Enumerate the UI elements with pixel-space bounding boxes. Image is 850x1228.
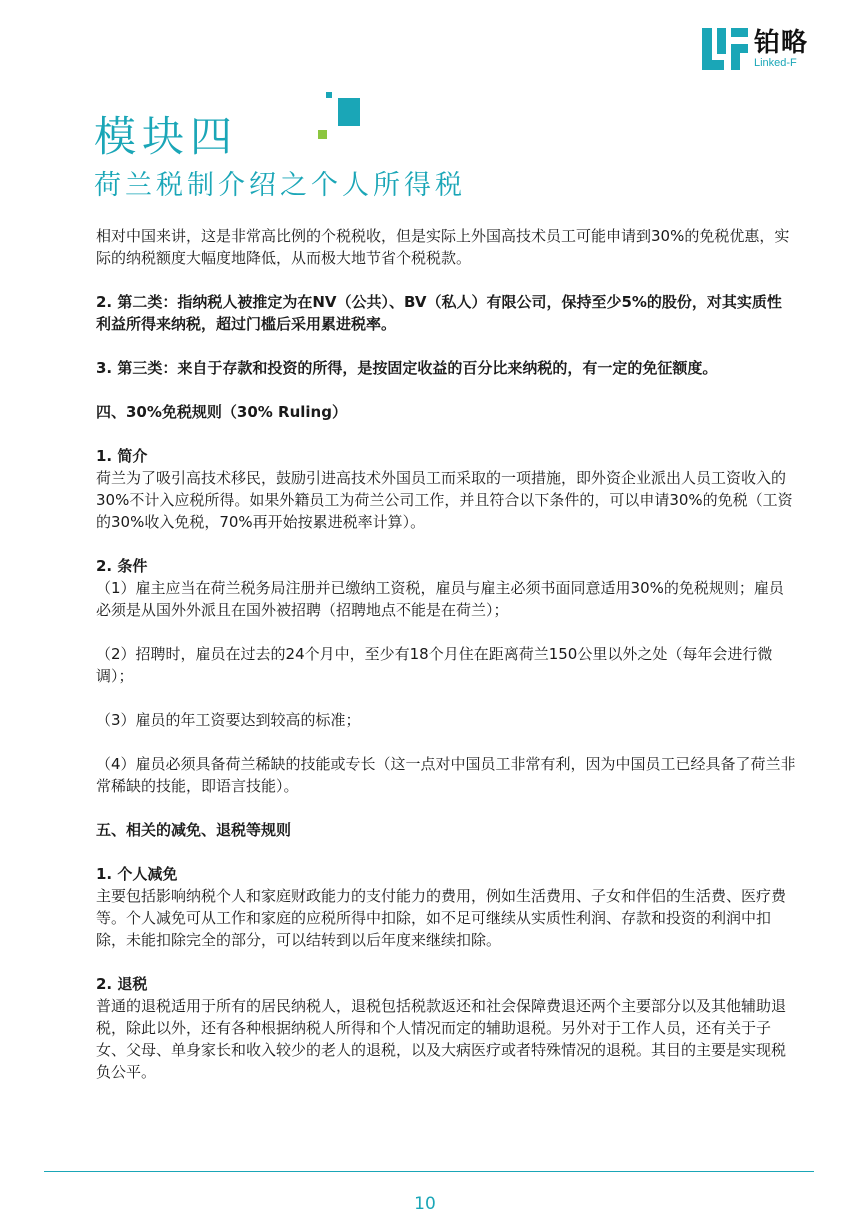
condition-3: （3）雇员的年工资要达到较高的标准； — [96, 711, 361, 729]
intro-paragraph: 相对中国来讲，这是非常高比例的个税税收，但是实际上外国高技术员工可能申请到30%的免税优惠，实际的纳税额度大幅度地降低，从而极大地节省个税税款。 — [96, 227, 790, 267]
document-body — [96, 225, 796, 1083]
logo-name-en: Linked-F — [753, 56, 797, 69]
section-5-1-heading: 1. 个人减免 — [96, 865, 178, 883]
condition-4: （4）雇员必须具备荷兰稀缺的技能或专长（这一点对中国员工非常有利，因为中国员工已经具备了荷兰非常稀缺的技能，即语言技能）。 — [96, 755, 796, 795]
category-2-paragraph: 2. 第二类：指纳税人被推定为在NV（公共）、BV（私人）有限公司，保持至少5%的股份，对其实质性利益所得来纳税，超过门槛后采用累进税率。 — [96, 293, 782, 333]
brand-logo — [702, 28, 808, 70]
section-4-1-heading: 1. 简介 — [96, 447, 148, 465]
condition-2: （2）招聘时，雇员在过去的24个月中，至少有18个月住在距离荷兰150公里以外之处（每年会进行微调）； — [96, 645, 773, 685]
section-5-2-heading: 2. 退税 — [96, 975, 148, 993]
logo-mark-icon — [702, 28, 748, 70]
condition-1: （1）雇主应当在荷兰税务局注册并已缴纳工资税，雇员与雇主必须书面同意适用30%的免税规则；雇员必须是从国外外派且在国外被招聘（招聘地点不能是在荷兰）； — [96, 579, 784, 619]
section-4-2-heading: 2. 条件 — [96, 557, 148, 575]
section-5-2-text: 普通的退税适用于所有的居民纳税人，退税包括税款返还和社会保障费退还两个主要部分以及其他辅助退税，除此以外，还有各种根据纳税人所得和个人情况而定的辅助退税。另外对于工作人员，还有关于子女、父母、单身家长和收入较少的老人的退税，以及大病医疗或者特殊情况的退税。其目的主要是实现税负公平。 — [96, 997, 787, 1081]
module-title: 模块四 — [94, 112, 239, 161]
decorative-squares-icon — [318, 92, 368, 148]
page-number: 10 — [414, 1194, 436, 1214]
category-3-paragraph: 3. 第三类：来自于存款和投资的所得，是按固定收益的百分比来纳税的，有一定的免征额度。 — [96, 359, 718, 377]
section-4-1-text: 荷兰为了吸引高技术移民，鼓励引进高技术外国员工而采取的一项措施，即外资企业派出人员工资收入的30%不计入应税所得。如果外籍员工为荷兰公司工作，并且符合以下条件的，可以申请30%的免税（工资的30%收入免税，70%再开始按累进税率计算）。 — [96, 469, 793, 531]
section-5-1-text: 主要包括影响纳税个人和家庭财政能力的支付能力的费用，例如生活费用、子女和伴侣的生活费、医疗费等。个人减免可从工作和家庭的应税所得中扣除，如不足可继续从实质性利润、存款和投资的利润中扣除，未能扣除完全的部分，可以结转到以后年度来继续扣除。 — [96, 887, 787, 949]
module-subtitle: 荷兰税制介绍之个人所得税 — [94, 170, 466, 201]
section-5-heading: 五、相关的减免、退税等规则 — [96, 821, 292, 839]
logo-name-cn: 铂略 — [753, 27, 808, 58]
footer-divider — [44, 1171, 814, 1172]
section-4-heading: 四、30%免税规则（30% Ruling） — [96, 403, 347, 421]
